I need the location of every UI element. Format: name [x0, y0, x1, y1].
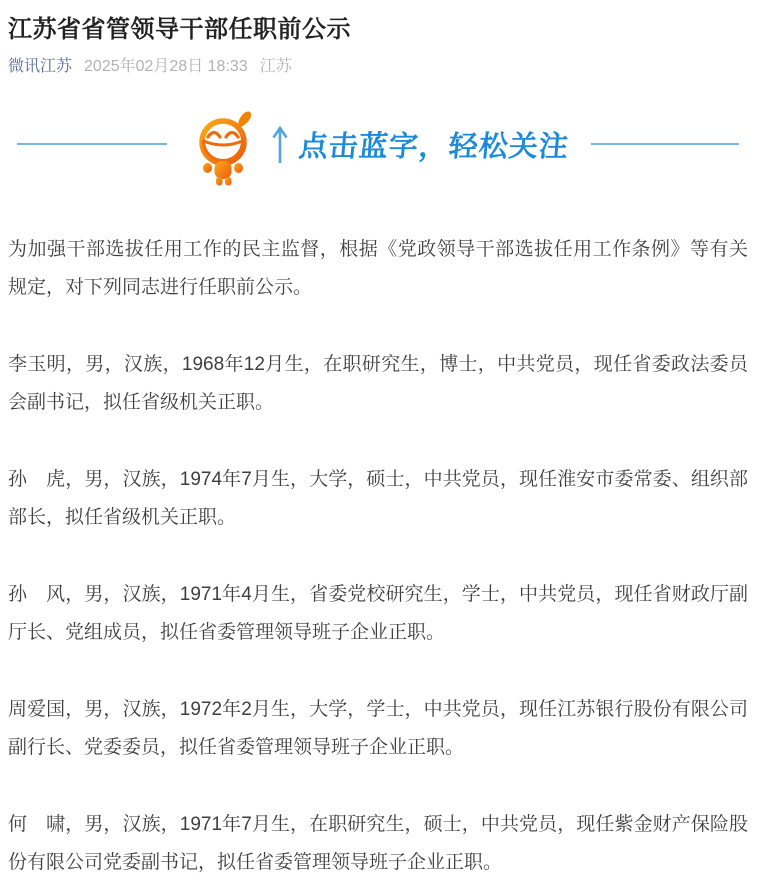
banner-caption: 点击蓝字，轻松关注: [297, 130, 571, 163]
laughing-mascot-icon: [197, 110, 255, 186]
paragraph-intro: 为加强干部选拔任用工作的民主监督，根据《党政领导干部选拔任用工作条例》等有关规定，对下列同志进行任职前公示。: [8, 239, 748, 298]
paragraph-person-3: 孙 风，男，汉族，1971年4月生，省委党校研究生，学士，中共党员，现任省财政厅副厅长、党组成员，拟任省委管理领导班子企业正职。: [8, 584, 748, 643]
byline: [8, 56, 748, 78]
paragraph-person-5: 何 啸，男，汉族，1971年7月生，在职研究生，硕士，中共党员，现任紫金财产保险股份有限公司党委副书记，拟任省委管理领导班子企业正职。: [8, 814, 748, 873]
paragraph-person-4: 周爱国，男，汉族，1972年2月生，大学，学士，中共党员，现任江苏银行股份有限公司副行长、党委委员，拟任省委管理领导班子企业正职。: [8, 699, 748, 758]
publish-location: 江苏: [259, 58, 292, 75]
up-arrow-icon: [271, 124, 289, 164]
account-name-link[interactable]: 微讯江苏: [8, 58, 73, 75]
paragraph-person-1: 李玉明，男，汉族，1968年12月生，在职研究生，博士，中共党员，现任省委政法委员会副书记，拟任省级机关正职。: [8, 354, 748, 413]
article-title: 江苏省省管领导干部任职前公示: [8, 16, 351, 43]
left-divider-line: [17, 143, 167, 145]
paragraph-person-2: 孙 虎，男，汉族，1974年7月生，大学，硕士，中共党员，现任淮安市委常委、组织部部长，拟任省级机关正职。: [8, 469, 748, 528]
publish-date: 2025年02月28日 18:33: [84, 58, 248, 75]
right-divider-line: [591, 143, 739, 145]
article-body: [8, 231, 748, 882]
follow-banner-image[interactable]: [8, 93, 748, 215]
